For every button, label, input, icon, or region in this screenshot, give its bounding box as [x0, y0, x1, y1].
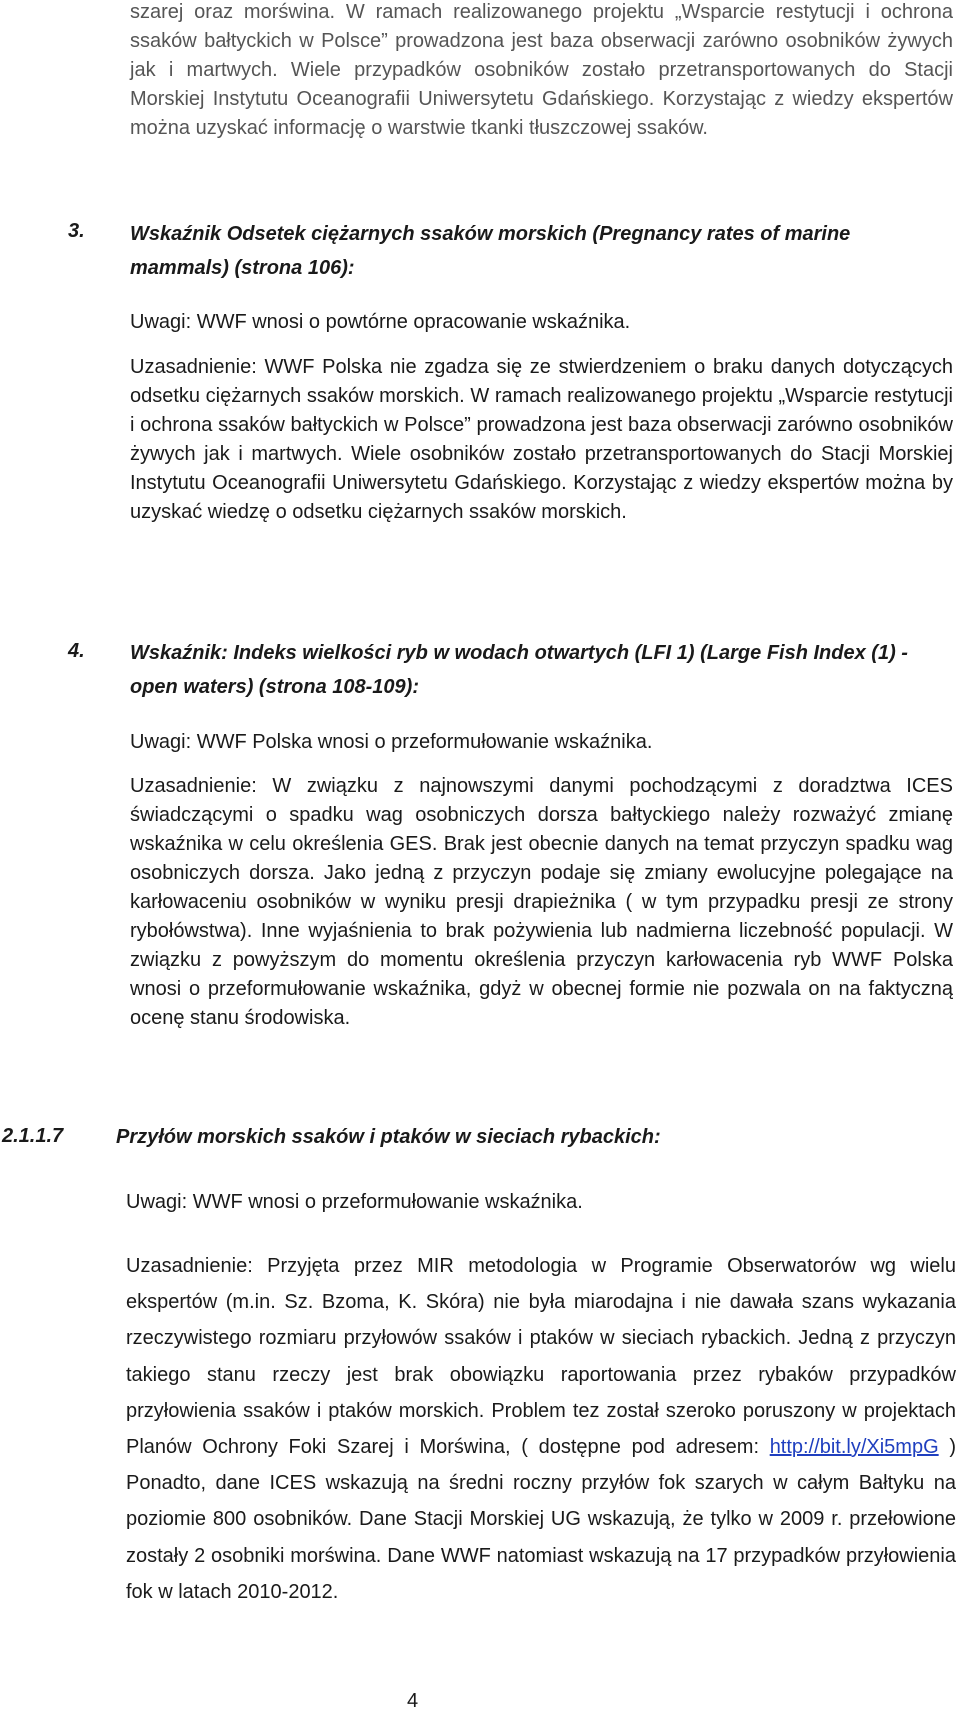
section-4-number: 4.: [68, 640, 85, 662]
source-link[interactable]: http://bit.ly/Xi5mpG: [769, 1436, 939, 1459]
intro-paragraph: szarej oraz morświna. W ramach realizowanego projektu „Wsparcie restytucji i ochrona ssaków bałtyckich w Polsce” prowadzona jest baza obserwacji zarówno osobników żywych jak i martwych. Wiele przypadków osobników zostało przetransportowanych do Stacji Morskiej Instytutu Oceanografii Uniwersytetu Gdańskiego. Korzystając z wiedzy ekspertów można uzyskać informację o warstwie tkanki tłuszczowej ssaków.: [130, 1, 953, 139]
justification-text-before-link: Uzasadnienie: Przyjęta przez MIR metodologia w Programie Obserwatorów wg wielu ekspertów (m.in. Sz. Bzoma, K. Skóra) nie była miarodajna i nie dawała szans wykazania rzeczywistego rozmiaru przyłowów ssaków i ptaków w sieciach rybackich. Jedną z przyczyn takiego stanu rzeczy jest brak obowiązku raportowania przez rybaków przypadków przyłowienia ssaków i ptaków morskich. Problem tez został szeroko poruszony w projektach Planów Ochrony Foki Szarej i Morświna, ( dostępne pod adresem:: [126, 1255, 956, 1459]
section-2117-justification: [126, 1248, 956, 1610]
section-4-remark: Uwagi: WWF Polska wnosi o przeformułowanie wskaźnika.: [130, 731, 653, 753]
section-3-heading: Wskaźnik Odsetek ciężarnych ssaków morskich (Pregnancy rates of marine mammals) (strona 106):: [130, 223, 851, 279]
section-3-remark: Uwagi: WWF wnosi o powtórne opracowanie wskaźnika.: [130, 311, 631, 333]
page-number: 4: [407, 1690, 419, 1712]
section-2117-heading: Przyłów morskich ssaków i ptaków w sieciach rybackich:: [116, 1126, 661, 1148]
section-3-number: 3.: [68, 220, 85, 242]
section-2117-number: 2.1.1.7: [2, 1125, 64, 1147]
justification-text-after-link: ) Ponadto, dane ICES wskazują na średni roczny przyłów fok szarych w całym Bałtyku na poziomie 800 osobników. Dane Stacji Morskiej UG wskazują, że tylko w 2009 r. przełowione zostały 2 osobniki morświna. Dane WWF natomiast wskazują na 17 przypadków przyłowienia fok w latach 2010-2012.: [126, 1436, 957, 1603]
section-3-justification: Uzasadnienie: WWF Polska nie zgadza się ze stwierdzeniem o braku danych dotyczących odsetku ciężarnych ssaków morskich. W ramach realizowanego projektu „Wsparcie restytucji i ochrona ssaków bałtyckich w Polsce” prowadzona jest baza obserwacji zarówno osobników żywych jak i martwych. Wiele osobników zostało przetransportowanych do Stacji Morskiej Instytutu Oceanografii Uniwersytetu Gdańskiego. Korzystając z wiedzy ekspertów można by uzyskać wiedzę o odsetku ciężarnych ssaków morskich.: [130, 356, 953, 523]
section-4-heading: Wskaźnik: Indeks wielkości ryb w wodach otwartych (LFI 1) (Large Fish Index (1) - open waters) (strona 108-109):: [130, 642, 908, 698]
section-4-justification: Uzasadnienie: W związku z najnowszymi danymi pochodzącymi z doradztwa ICES świadczącymi o spadku wag osobniczych dorsza bałtyckiego należy rozważyć zmianę wskaźnika w celu określenia GES. Brak jest obecnie danych na temat przyczyn spadku wag osobniczych dorsza. Jako jedną z przyczyn podaje się zmiany ewolucyjne polegające na karłowaceniu osobników w wyniku presji drapieżnika ( w tym przypadku presji ze strony rybołówstwa). Inne wyjaśnienia to brak pożywienia lub nadmierna liczebność populacji. W związku z powyższym do momentu określenia przyczyn karłowacenia ryb WWF Polska wnosi o przeformułowanie wskaźnika, gdyż w obecnej formie nie pozwala on na faktyczną ocenę stanu środowiska.: [130, 775, 953, 1029]
section-2117-remark: Uwagi: WWF wnosi o przeformułowanie wskaźnika.: [126, 1191, 583, 1213]
